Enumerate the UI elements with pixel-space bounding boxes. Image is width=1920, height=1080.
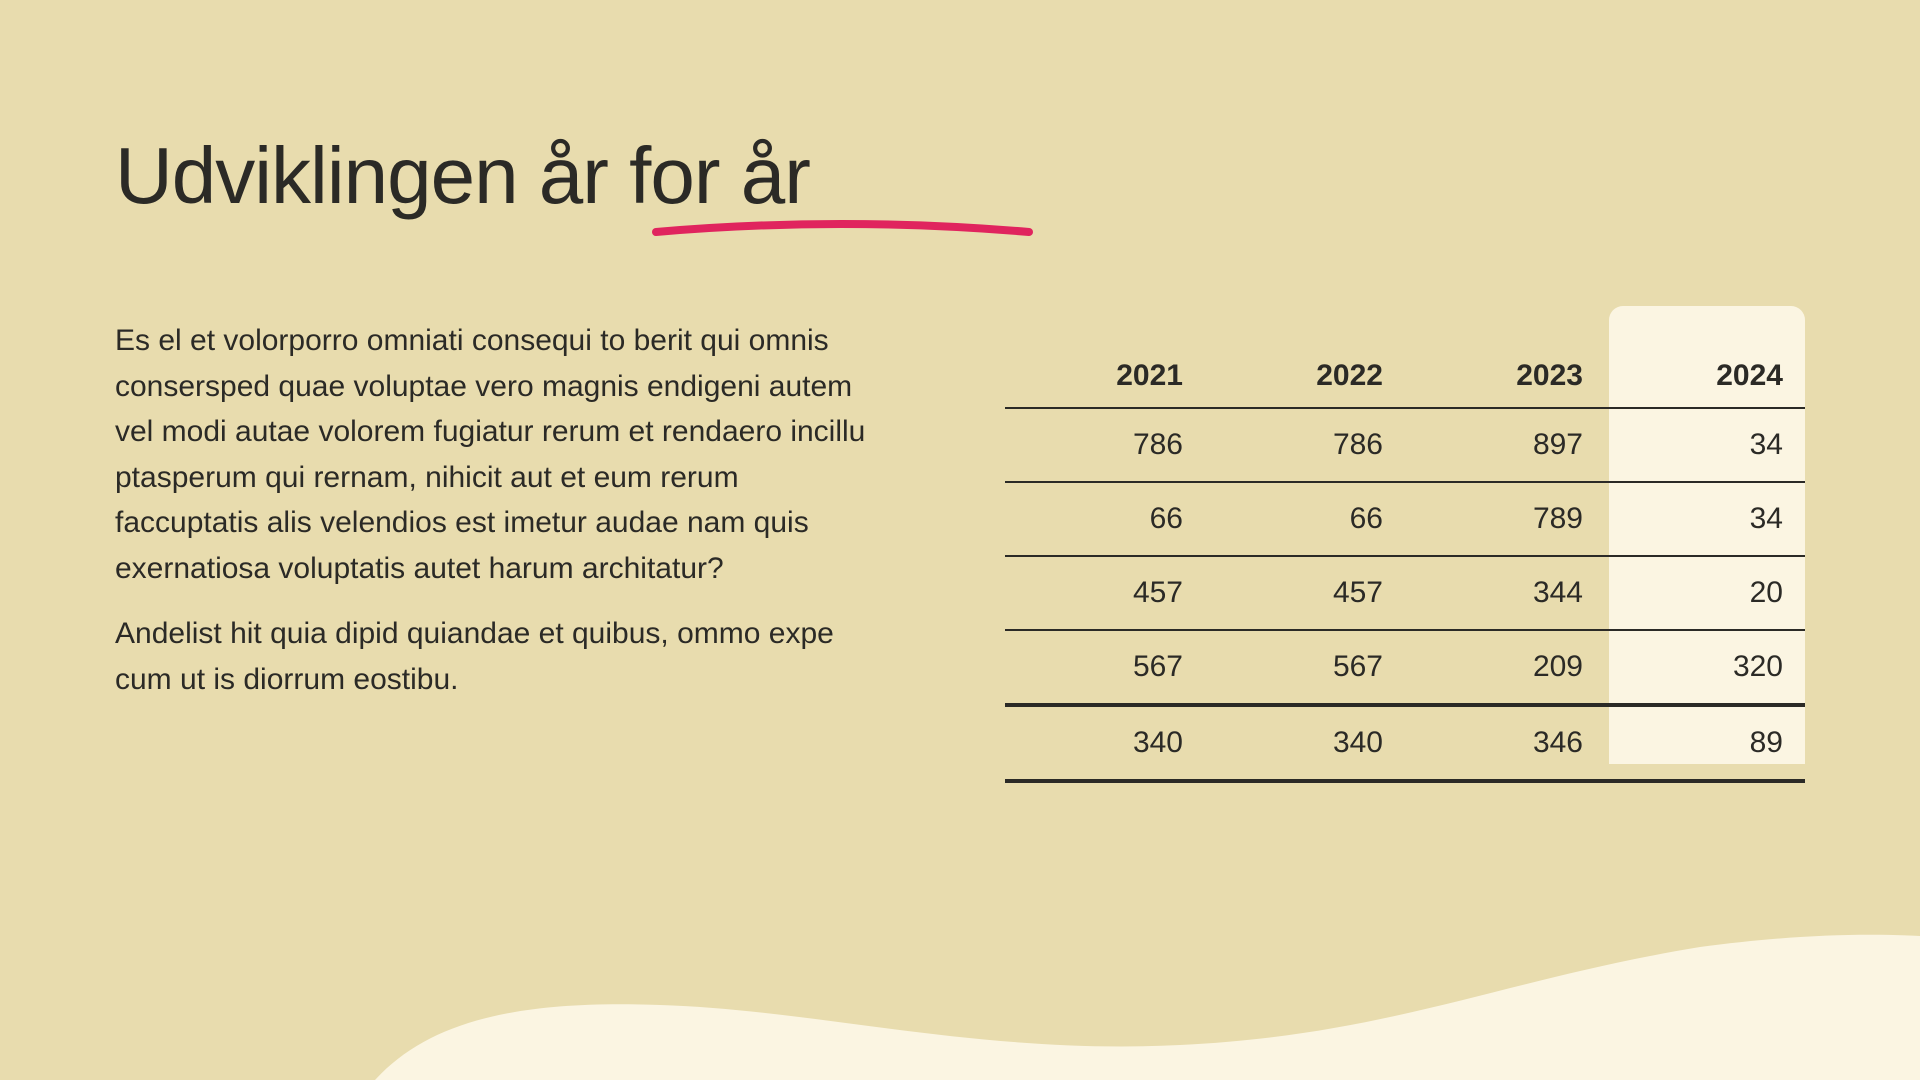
table-row — [1005, 408, 1805, 482]
data-table-container — [1005, 306, 1805, 783]
table-cell: 457 — [1205, 556, 1405, 630]
table-cell: 567 — [1205, 630, 1405, 705]
table-cell: 344 — [1405, 556, 1605, 630]
table-cell: 897 — [1405, 408, 1605, 482]
table-cell: 786 — [1005, 408, 1205, 482]
table-row — [1005, 482, 1805, 556]
table-cell: 457 — [1005, 556, 1205, 630]
table-cell: 567 — [1005, 630, 1205, 705]
table-cell: 789 — [1405, 482, 1605, 556]
decorative-wave — [0, 920, 1920, 1080]
table-cell: 66 — [1005, 482, 1205, 556]
header-2022: 2022 — [1205, 306, 1405, 408]
header-2021: 2021 — [1005, 306, 1205, 408]
table-cell: 320 — [1605, 630, 1805, 705]
table-cell: 34 — [1605, 408, 1805, 482]
title-accent-underline — [650, 212, 1035, 242]
slide-title: Udviklingen år for år — [115, 131, 810, 220]
table-total-row — [1005, 705, 1805, 781]
body-paragraph-2: Andelist hit quia dipid quiandae et quibus, ommo expe cum ut is diorrum eostibu. — [115, 617, 834, 696]
total-cell: 340 — [1205, 705, 1405, 781]
total-cell: 346 — [1405, 705, 1605, 781]
total-cell: 89 — [1605, 705, 1805, 781]
table-header-row — [1005, 306, 1805, 408]
table-cell: 34 — [1605, 482, 1805, 556]
table-cell: 66 — [1205, 482, 1405, 556]
table-cell: 786 — [1205, 408, 1405, 482]
header-2023: 2023 — [1405, 306, 1605, 408]
header-2024: 2024 — [1605, 306, 1805, 408]
total-cell: 340 — [1005, 705, 1205, 781]
table-row — [1005, 556, 1805, 630]
body-paragraph-1: Es el et volorporro omniati consequi to berit qui omnis consersped quae voluptae vero magnis endigeni autem vel modi autae volorem fugiatur rerum et rendaero incillu ptasperum qui rernam, nihicit aut et eum rerum faccuptatis alis velendios est imetur audae nam quis exernatiosa voluptatis autet harum architatur? — [115, 324, 866, 585]
body-text — [115, 318, 875, 722]
data-table — [1005, 306, 1805, 783]
table-cell: 20 — [1605, 556, 1805, 630]
table-cell: 209 — [1405, 630, 1605, 705]
table-row — [1005, 630, 1805, 705]
